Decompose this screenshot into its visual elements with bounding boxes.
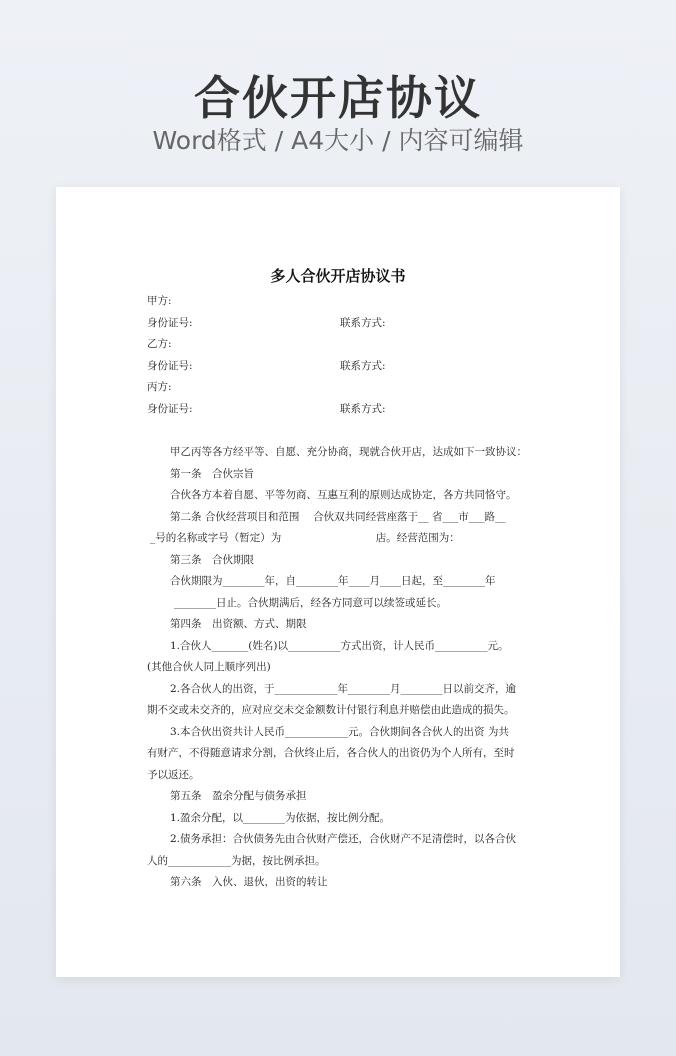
article-6-heading: 第六条 入伙、退伙，出资的转让: [170, 876, 328, 888]
party-a-label: 甲方:: [147, 295, 172, 307]
party-c-label: 丙方:: [147, 381, 172, 393]
banner-title: 合伙开店协议: [194, 71, 482, 125]
party-b-id-label: 身份证号:: [147, 360, 193, 372]
article-4-item-2: 2.各合伙人的出资，于____________年________月________日以前交齐，逾: [170, 683, 517, 695]
article-2-text: 第二条 合伙经营项目和范围 合伙双共同经营座落于__ 省___市___路__: [170, 511, 506, 523]
article-3-text-cont: ________日止。合伙期满后，经各方同意可以续签或延长。: [174, 597, 447, 609]
article-1-text: 合伙各方本着自愿、平等勿商、互惠互利的原则达成协定，各方共同恪守。: [170, 489, 517, 501]
banner-subtitle: Word格式 / A4大小 / 内容可编辑: [152, 126, 524, 155]
party-b-label: 乙方:: [147, 338, 172, 350]
party-c-id-label: 身份证号:: [147, 403, 193, 415]
article-1-heading: 第一条 合伙宗旨: [170, 468, 254, 480]
article-3-text: 合伙期限为________年，自________年____月____日起，至________年: [170, 575, 496, 587]
article-5-item-2: 2.债务承担：合伙债务先由合伙财产偿还，合伙财产不足清偿时，以各合伙: [170, 833, 517, 845]
article-4-item-2-cont: 期不交或未交齐的，应对应交未交金额数计付银行利息并赔偿由此造成的损失。: [147, 704, 515, 716]
party-a-contact-label: 联系方式:: [340, 317, 386, 329]
party-b-contact-label: 联系方式:: [340, 360, 386, 372]
article-5-heading: 第五条 盈余分配与债务承担: [170, 790, 307, 802]
article-4-item-3: 3.本合伙出资共计人民币____________元。合伙期间各合伙人的出资 为共: [170, 726, 509, 738]
article-2-text-cont: _号的名称或字号（暂定）为 店。经营范围为：: [150, 532, 460, 544]
article-4-note: (其他合伙人同上顺序列出): [147, 661, 271, 673]
article-3-heading: 第三条 合伙期限: [170, 554, 254, 566]
party-a-id-label: 身份证号:: [147, 317, 193, 329]
article-4-item-1: 1.合伙人_______(姓名)以__________方式出资，计人民币__________元。: [170, 640, 509, 652]
preamble-line: 甲乙丙等各方经平等、自愿、充分协商，现就合伙开店，达成如下一致协议：: [170, 446, 527, 458]
document-page: [56, 187, 620, 977]
article-5-item-2-cont: 人的____________为据，按比例承担。: [147, 855, 326, 867]
document-title: 多人合伙开店协议书: [270, 267, 406, 285]
article-5-item-1: 1.盈余分配，以________为依据，按比例分配。: [170, 812, 391, 824]
article-4-item-3-end: 予以返还。: [147, 769, 200, 781]
party-c-contact-label: 联系方式:: [340, 403, 386, 415]
document-body: [56, 187, 620, 977]
article-4-heading: 第四条 出资额、方式、期限: [170, 618, 307, 630]
article-4-item-3-cont: 有财产，不得随意请求分割，合伙终止后，各合伙人的出资仍为个人所有，至时: [147, 747, 515, 759]
